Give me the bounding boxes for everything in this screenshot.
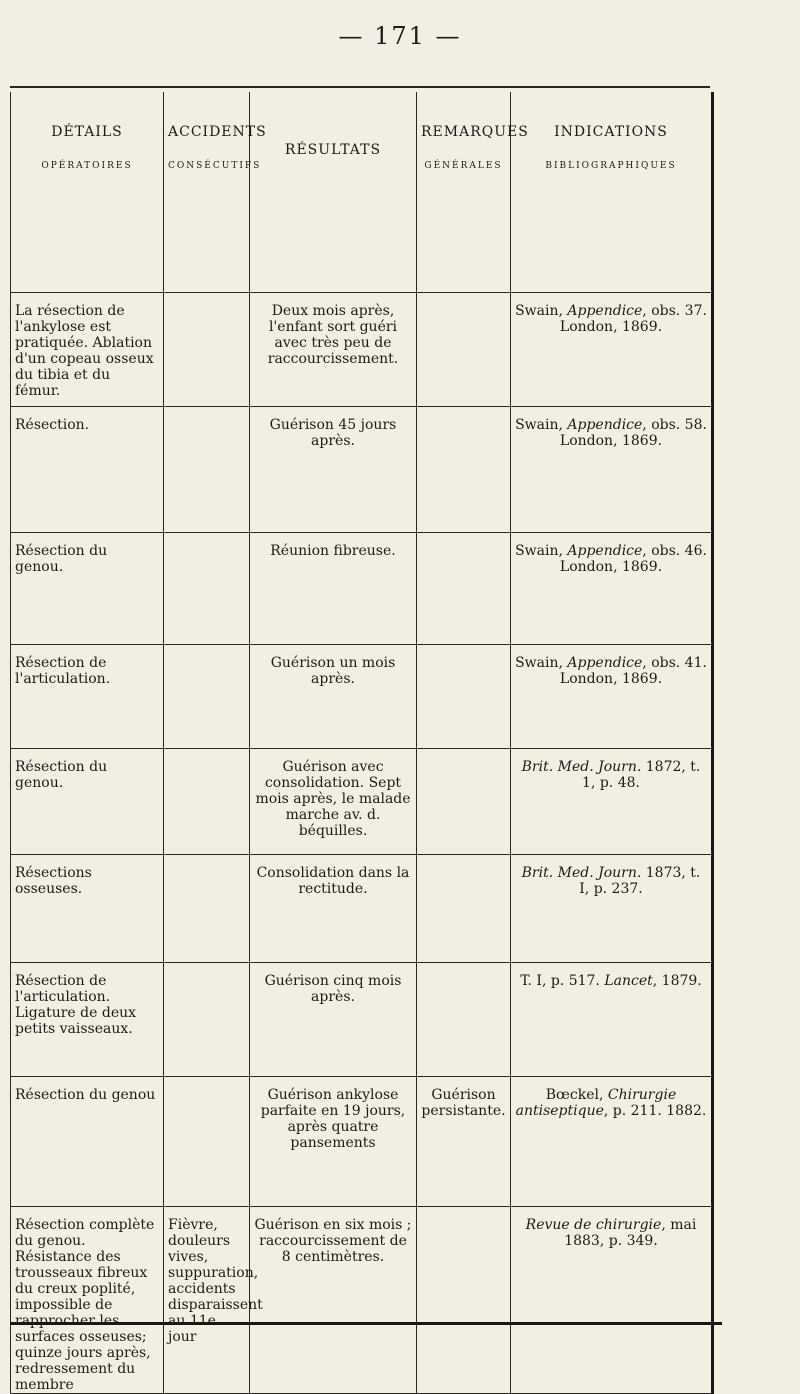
cell-details-text: Résection complète du genou. Résistance des trousseaux fibreux du creux poplité, impossible de rapprocher les surfaces osseuses; quinze jours après, redressement du membre: [15, 1217, 155, 1393]
cell-remarks: [417, 855, 511, 963]
page-number: — 171 —: [338, 22, 462, 50]
indication-post: , 1879.: [652, 973, 702, 989]
indication-ital: Appendice: [567, 655, 643, 671]
indication-post: 1873, t. I, p. 237.: [579, 865, 701, 897]
cell-accidents: [164, 963, 250, 1077]
header-details-sub: OPÉRATOIRES: [41, 161, 133, 171]
cell-details: [11, 855, 164, 963]
cell-accidents: [164, 533, 250, 645]
cell-remarks: [417, 963, 511, 1077]
cell-remarks: [417, 1207, 511, 1394]
cell-remarks: [417, 645, 511, 749]
cell-results-text: Guérison un mois après.: [270, 655, 396, 687]
cell-remarks: [417, 407, 511, 533]
table-row: [11, 1207, 713, 1394]
cell-details: [11, 1207, 164, 1394]
header-accidents: [164, 92, 267, 293]
indication-post: 1872, t. 1, p. 48.: [582, 759, 701, 791]
cell-results-text: Guérison ankylose parfaite en 19 jours, après quatre pansements: [260, 1087, 406, 1151]
cell-details-text: Résection.: [15, 417, 90, 433]
header-indications-sub: BIBLIOGRAPHIQUES: [545, 161, 677, 171]
table-row: [11, 293, 713, 407]
indication-post: , obs. 41. London, 1869.: [559, 655, 707, 687]
cell-accidents: [164, 1077, 250, 1207]
cell-results: [250, 963, 417, 1077]
header-indications-label: INDICATIONS: [554, 124, 668, 140]
cell-accidents: [164, 749, 250, 855]
indication-post: , mai 1883, p. 349.: [564, 1217, 697, 1249]
cell-details: [11, 293, 164, 407]
header-indications: [511, 92, 713, 293]
cell-results-text: Consolidation dans la rectitude.: [256, 865, 410, 897]
table-row: [11, 855, 713, 963]
top-rule: [10, 86, 710, 88]
indication-pre: Swain,: [515, 417, 568, 433]
cell-results: [250, 645, 417, 749]
cell-details-text: Résection du genou: [15, 1087, 156, 1103]
cell-results: [250, 1207, 417, 1394]
cell-details: [11, 963, 164, 1077]
indication-ital: Brit. Med. Journ.: [521, 759, 642, 775]
cell-accidents: [164, 293, 250, 407]
cell-details-text: La résection de l'ankylose est pratiquée. Ablation d'un copeau osseux du tibia et du fémur.: [15, 303, 154, 399]
cell-results: [250, 407, 417, 533]
cell-accidents: [164, 645, 250, 749]
table-row: [11, 963, 713, 1077]
cell-results-text: Deux mois après, l'enfant sort guéri avec très peu de raccourcissement.: [267, 303, 399, 367]
cell-indications: [511, 407, 713, 533]
surgical-cases-table: [10, 92, 714, 1394]
indication-pre: Bœckel,: [545, 1087, 608, 1103]
table-row: [11, 533, 713, 645]
indication-pre: T. I, p. 517.: [520, 973, 605, 989]
indication-ital: Revue de chirurgie: [525, 1217, 662, 1233]
header-remarks: [417, 92, 529, 293]
cell-details-text: Résection de l'articulation. Ligature de deux petits vaisseaux.: [15, 973, 137, 1037]
cell-details: [11, 749, 164, 855]
cell-accidents: [164, 855, 250, 963]
indication-ital: Lancet: [604, 973, 653, 989]
cell-indications: [511, 293, 713, 407]
header-accidents-sub: CONSÉCUTIFS: [168, 161, 262, 171]
cell-details-text: Résections osseuses.: [15, 865, 92, 897]
indication-ital: Brit. Med. Journ.: [521, 865, 642, 881]
cell-accidents: [164, 1207, 263, 1394]
bottom-rule: [10, 1322, 722, 1325]
table-row: [11, 407, 713, 533]
cell-details-text: Résection du genou.: [15, 543, 108, 575]
cell-details: [11, 1077, 164, 1207]
header-details-label: DÉTAILS: [51, 124, 123, 140]
indication-pre: Swain,: [515, 655, 568, 671]
cell-indications: [511, 963, 713, 1077]
cell-details-text: Résection de l'articulation.: [15, 655, 111, 687]
header-results: [250, 92, 417, 293]
cell-accidents-text: Fièvre, douleurs vives, suppuration, accidents disparaissent au 11e jour: [168, 1217, 263, 1345]
indication-post: , obs. 46. London, 1869.: [559, 543, 707, 575]
cell-results-text: Guérison avec consolidation. Sept mois après, le malade marche av. d. béquilles.: [255, 759, 411, 839]
cell-results: [250, 293, 417, 407]
cell-remarks: [417, 1077, 511, 1207]
cell-remarks-text: Guérison persistante.: [421, 1087, 506, 1119]
cell-results-text: Guérison en six mois ; raccourcissement de 8 centimètres.: [254, 1217, 412, 1265]
cell-indications: [511, 645, 713, 749]
cell-indications: [511, 1207, 713, 1394]
indication-pre: Swain,: [515, 543, 568, 559]
indication-ital: Chirurgie antiseptique: [515, 1087, 677, 1119]
cell-indications: [511, 855, 713, 963]
table-header-row: [11, 92, 713, 293]
indication-post: , p. 211. 1882.: [603, 1103, 707, 1119]
header-remarks-label: REMARQUES: [421, 124, 529, 140]
cell-results: [250, 1077, 417, 1207]
header-remarks-sub: GÉNÉRALES: [424, 161, 503, 171]
cell-results-text: Guérison cinq mois après.: [264, 973, 402, 1005]
cell-results: [250, 533, 417, 645]
indication-ital: Appendice: [567, 417, 643, 433]
cell-results-text: Guérison 45 jours après.: [269, 417, 397, 449]
cell-details-text: Résection du genou.: [15, 759, 108, 791]
cell-indications: [511, 1077, 713, 1207]
header-details: [11, 92, 164, 293]
cell-details: [11, 407, 164, 533]
table-row: [11, 749, 713, 855]
header-results-label: RÉSULTATS: [284, 142, 382, 158]
cell-results: [250, 749, 417, 855]
table-row: [11, 1077, 713, 1207]
cell-results-text: Réunion fibreuse.: [270, 543, 396, 559]
cell-remarks: [417, 293, 511, 407]
indication-pre: Swain,: [515, 303, 568, 319]
indication-ital: Appendice: [567, 543, 643, 559]
cell-remarks: [417, 749, 511, 855]
cell-indications: [511, 749, 713, 855]
header-accidents-label: ACCIDENTS: [168, 124, 267, 140]
cell-details: [11, 645, 164, 749]
cell-results: [250, 855, 417, 963]
cell-indications: [511, 533, 713, 645]
indication-post: , obs. 37. London, 1869.: [559, 303, 707, 335]
table-row: [11, 645, 713, 749]
cell-details: [11, 533, 164, 645]
cell-remarks: [417, 533, 511, 645]
cell-accidents: [164, 407, 250, 533]
indication-post: , obs. 58. London, 1869.: [559, 417, 707, 449]
indication-ital: Appendice: [567, 303, 643, 319]
